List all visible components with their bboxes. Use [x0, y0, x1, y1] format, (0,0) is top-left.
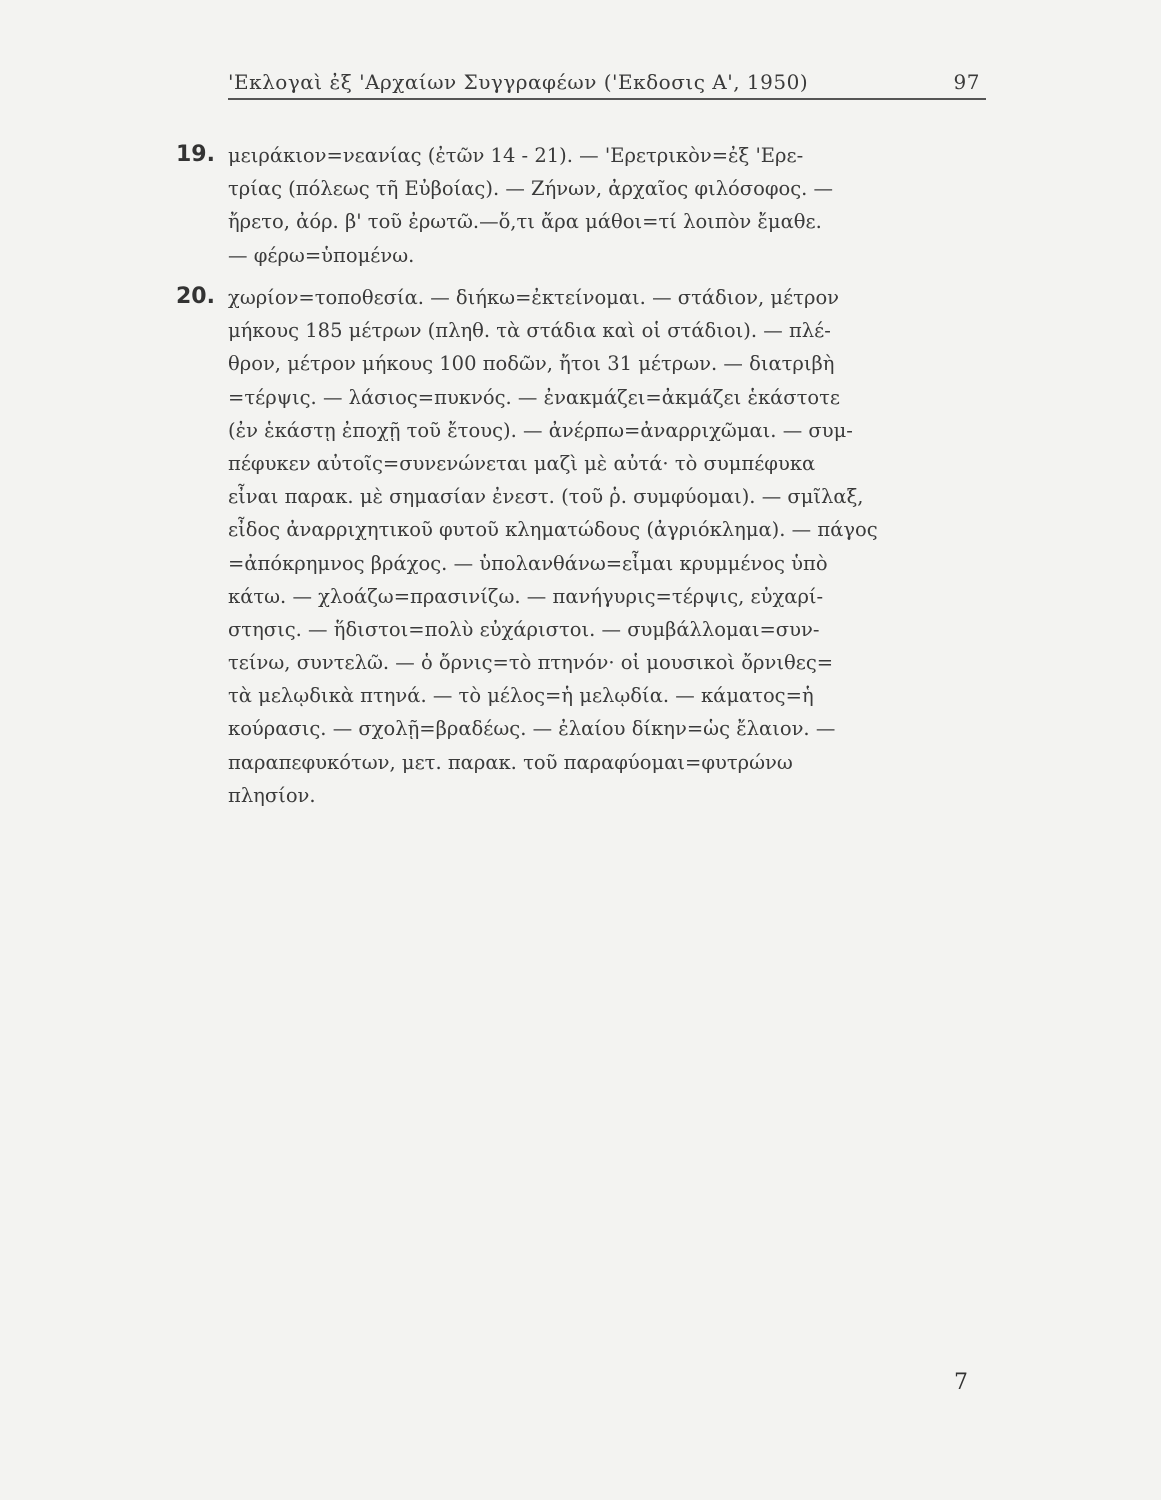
text-line: θρον, μέτρον μήκους 100 ποδῶν, ἤτοι 31 μέτρων. — διατριβὴ — [228, 352, 835, 376]
text-line: τρίας (πόλεως τῆ Εὐβοίας). — Ζήνων, ἀρχαῖος φιλόσοφος. — — [228, 177, 834, 201]
page-number: 97 — [953, 70, 980, 94]
text-line: παραπεφυκότων, μετ. παρακ. τοῦ παραφύομαι=φυτρώνω — [228, 750, 793, 774]
text-line: ἤρετο, ἀόρ. β' τοῦ ἐρωτῶ.—ὅ,τι ἄρα μάθοι=τί λοιπὸν ἔμαθε. — [228, 210, 822, 234]
text-line: τείνω, συντελῶ. — ὁ ὄρνις=τὸ πτηνόν· οἱ μουσικοὶ ὄρνιθες= — [228, 651, 834, 675]
text-line: μειράκιον=νεανίας (ἐτῶν 14 - 21). — 'Ερετρικὸν=ἐξ 'Ερε- — [228, 144, 804, 167]
text-line: εἶδος ἀναρριχητικοῦ φυτοῦ κληματώδους (ἀγριόκλημα). — πάγος — [228, 518, 878, 542]
entry-text — [228, 281, 998, 812]
text-line: (ἐν ἑκάστῃ ἐποχῇ τοῦ ἔτους). — ἀνέρπω=ἀναρριχῶμαι. — συμ- — [228, 418, 853, 442]
text-line: =τέρψις. — λάσιος=πυκνός. — ἐνακμάζει=ἀκμάζει ἑκάστοτε — [228, 385, 841, 409]
text-line: — φέρω=ὑπομένω. — [228, 243, 415, 267]
text-line: =ἀπόκρημνος βράχος. — ὑπολανθάνω=εἶμαι κρυμμένος ὑπὸ — [228, 551, 828, 575]
text-line: τὰ μελῳδικὰ πτηνά. — τὸ μέλος=ἡ μελῳδία. — κάματος=ἡ — [228, 684, 814, 708]
entry-number: 19. — [176, 142, 215, 167]
text-line: μήκους 185 μέτρων (πληθ. τὰ στάδια καὶ οἱ στάδιοι). — πλέ- — [228, 319, 831, 343]
footer-number: 7 — [954, 1370, 968, 1395]
text-line: εἶναι παρακ. μὲ σημασίαν ἐνεστ. (τοῦ ῥ. συμφύομαι). — σμῖλαξ, — [228, 485, 864, 509]
text-line: κούρασις. — σχολῇ=βραδέως. — ἐλαίου δίκην=ὡς ἔλαιον. — — [228, 717, 836, 741]
entry-text — [228, 139, 998, 272]
running-header — [228, 64, 986, 100]
text-line: στησις. — ἥδιστοι=πολὺ εὐχάριστοι. — συμβάλλομαι=συν- — [228, 617, 820, 641]
running-header-title: 'Εκλογαὶ ἐξ 'Αρχαίων Συγγραφέων ('Εκδοσις Α', 1950) — [228, 70, 809, 94]
text-line: κάτω. — χλοάζω=πρασινίζω. — πανήγυρις=τέρψις, εὐχαρί- — [228, 584, 824, 608]
entry-number: 20. — [176, 284, 215, 309]
text-line: πέφυκεν αὐτοῖς=συνενώνεται μαζὶ μὲ αὐτά· τὸ συμπέφυκα — [228, 451, 816, 475]
text-line: χωρίον=τοποθεσία. — διήκω=ἐκτείνομαι. — στάδιον, μέτρον — [228, 286, 840, 309]
text-line: πλησίον. — [228, 783, 316, 807]
